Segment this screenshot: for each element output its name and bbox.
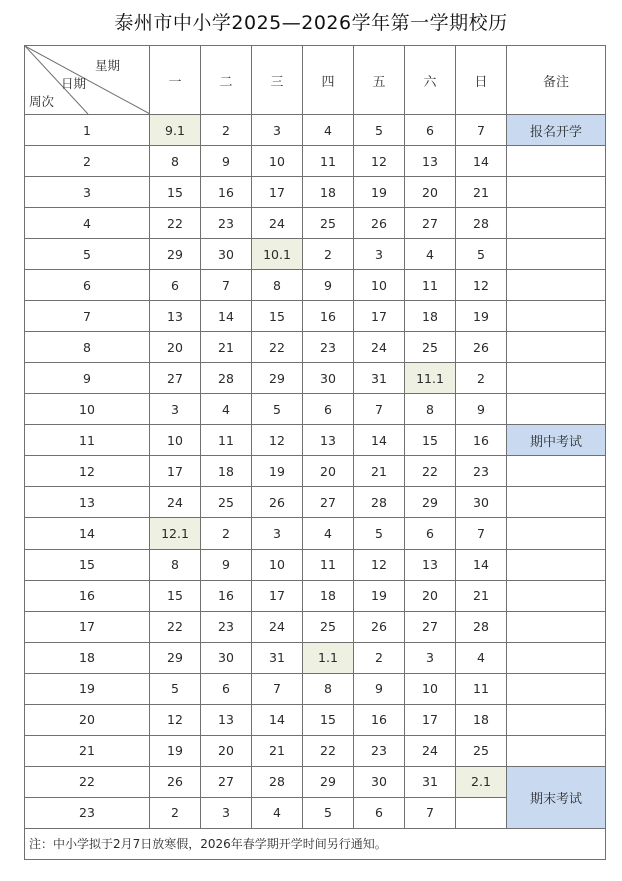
day-cell: 13 xyxy=(150,301,201,332)
day-cell: 17 xyxy=(252,580,303,611)
day-cell: 18 xyxy=(405,301,456,332)
day-cell: 15 xyxy=(303,704,354,735)
day-cell: 14 xyxy=(456,549,507,580)
day-cell: 18 xyxy=(303,177,354,208)
day-cell: 13 xyxy=(201,704,252,735)
notes-header: 备注 xyxy=(507,46,606,115)
week-row xyxy=(25,456,606,487)
day-cell: 26 xyxy=(150,766,201,797)
day-cell: 14 xyxy=(456,146,507,177)
day-cell: 4 xyxy=(252,797,303,828)
day-cell: 20 xyxy=(303,456,354,487)
week-row xyxy=(25,239,606,270)
day-cell: 12 xyxy=(456,270,507,301)
month-start-cell: 2.1 xyxy=(456,766,507,797)
week-number-cell: 2 xyxy=(25,146,150,177)
day-cell: 19 xyxy=(456,301,507,332)
weekday-header-mon: 一 xyxy=(150,46,201,115)
week-number-cell: 5 xyxy=(25,239,150,270)
day-cell: 31 xyxy=(252,642,303,673)
note-cell-empty xyxy=(507,456,606,487)
day-cell: 4 xyxy=(456,642,507,673)
note-midterm-exam: 期中考试 xyxy=(507,425,606,456)
day-cell: 6 xyxy=(150,270,201,301)
day-cell: 27 xyxy=(303,487,354,518)
footnote-row xyxy=(25,828,606,859)
day-cell: 30 xyxy=(354,766,405,797)
day-cell: 3 xyxy=(405,642,456,673)
week-number-cell: 3 xyxy=(25,177,150,208)
day-cell: 23 xyxy=(201,208,252,239)
day-cell: 8 xyxy=(405,394,456,425)
day-cell: 4 xyxy=(405,239,456,270)
note-registration: 报名开学 xyxy=(507,115,606,146)
week-number-cell: 6 xyxy=(25,270,150,301)
day-cell: 12 xyxy=(150,704,201,735)
day-cell: 26 xyxy=(354,611,405,642)
note-cell-empty xyxy=(507,363,606,394)
day-cell: 8 xyxy=(303,673,354,704)
day-cell: 26 xyxy=(354,208,405,239)
day-cell: 30 xyxy=(201,239,252,270)
day-cell: 25 xyxy=(303,208,354,239)
day-cell: 9 xyxy=(456,394,507,425)
day-cell: 29 xyxy=(150,239,201,270)
weekday-header-tue: 二 xyxy=(201,46,252,115)
week-number-cell: 12 xyxy=(25,456,150,487)
day-cell: 9 xyxy=(303,270,354,301)
day-cell: 6 xyxy=(201,673,252,704)
month-start-cell: 1.1 xyxy=(303,642,354,673)
week-number-cell: 1 xyxy=(25,115,150,146)
note-cell-empty xyxy=(507,239,606,270)
day-cell: 16 xyxy=(201,177,252,208)
day-cell: 25 xyxy=(405,332,456,363)
day-cell: 25 xyxy=(201,487,252,518)
day-cell: 28 xyxy=(456,208,507,239)
day-cell: 10 xyxy=(252,146,303,177)
day-cell: 10 xyxy=(405,673,456,704)
day-cell: 4 xyxy=(303,518,354,549)
day-cell: 6 xyxy=(405,518,456,549)
day-cell: 21 xyxy=(354,456,405,487)
note-cell-empty xyxy=(507,394,606,425)
day-cell: 6 xyxy=(354,797,405,828)
footnote: 注：中小学拟于2月7日放寒假，2026年春学期开学时间另行通知。 xyxy=(25,828,606,859)
day-cell: 3 xyxy=(252,115,303,146)
day-cell: 19 xyxy=(354,177,405,208)
month-start-cell: 12.1 xyxy=(150,518,201,549)
day-cell: 3 xyxy=(252,518,303,549)
week-row xyxy=(25,332,606,363)
day-cell: 16 xyxy=(303,301,354,332)
day-cell: 11 xyxy=(456,673,507,704)
note-cell-empty xyxy=(507,549,606,580)
day-cell: 7 xyxy=(456,115,507,146)
day-cell: 2 xyxy=(456,363,507,394)
day-cell: 11 xyxy=(303,549,354,580)
corner-header xyxy=(25,46,150,115)
corner-date-label: 日期 xyxy=(61,76,87,92)
day-cell: 13 xyxy=(405,549,456,580)
day-cell: 23 xyxy=(456,456,507,487)
day-cell: 5 xyxy=(303,797,354,828)
month-start-cell: 11.1 xyxy=(405,363,456,394)
day-cell: 14 xyxy=(354,425,405,456)
day-cell: 11 xyxy=(201,425,252,456)
day-cell: 21 xyxy=(252,735,303,766)
day-cell: 20 xyxy=(150,332,201,363)
day-cell: 2 xyxy=(150,797,201,828)
day-cell: 17 xyxy=(252,177,303,208)
day-cell: 10 xyxy=(150,425,201,456)
day-cell: 5 xyxy=(354,115,405,146)
note-cell-empty xyxy=(507,332,606,363)
day-cell: 29 xyxy=(405,487,456,518)
day-cell: 25 xyxy=(456,735,507,766)
note-cell-empty xyxy=(507,611,606,642)
day-cell: 10 xyxy=(354,270,405,301)
day-cell: 8 xyxy=(150,549,201,580)
week-number-cell: 16 xyxy=(25,580,150,611)
week-row xyxy=(25,177,606,208)
day-cell: 21 xyxy=(456,177,507,208)
day-cell: 9 xyxy=(201,146,252,177)
week-number-cell: 13 xyxy=(25,487,150,518)
day-cell: 31 xyxy=(354,363,405,394)
weekday-header-thu: 四 xyxy=(303,46,354,115)
day-cell: 14 xyxy=(201,301,252,332)
week-row xyxy=(25,642,606,673)
week-row xyxy=(25,766,606,797)
week-row xyxy=(25,518,606,549)
corner-weekday-label: 星期 xyxy=(95,58,121,74)
day-cell: 10 xyxy=(252,549,303,580)
day-cell: 23 xyxy=(354,735,405,766)
day-cell: 22 xyxy=(150,611,201,642)
day-cell: 12 xyxy=(252,425,303,456)
note-cell-empty xyxy=(507,580,606,611)
week-number-cell: 11 xyxy=(25,425,150,456)
day-cell: 5 xyxy=(252,394,303,425)
day-cell: 23 xyxy=(303,332,354,363)
day-cell: 17 xyxy=(405,704,456,735)
week-number-cell: 10 xyxy=(25,394,150,425)
day-cell: 16 xyxy=(201,580,252,611)
day-cell: 26 xyxy=(252,487,303,518)
week-row xyxy=(25,549,606,580)
week-row xyxy=(25,394,606,425)
week-row xyxy=(25,580,606,611)
day-cell: 30 xyxy=(201,642,252,673)
day-cell: 5 xyxy=(150,673,201,704)
week-row xyxy=(25,146,606,177)
day-cell: 15 xyxy=(405,425,456,456)
day-cell: 21 xyxy=(456,580,507,611)
week-row xyxy=(25,270,606,301)
note-cell-empty xyxy=(507,487,606,518)
day-cell: 19 xyxy=(150,735,201,766)
weekday-header-sun: 日 xyxy=(456,46,507,115)
day-cell: 31 xyxy=(405,766,456,797)
day-cell: 3 xyxy=(201,797,252,828)
day-cell: 30 xyxy=(303,363,354,394)
day-cell: 2 xyxy=(303,239,354,270)
week-number-cell: 22 xyxy=(25,766,150,797)
week-number-cell: 23 xyxy=(25,797,150,828)
day-cell: 4 xyxy=(201,394,252,425)
week-row xyxy=(25,208,606,239)
week-row xyxy=(25,704,606,735)
day-cell: 30 xyxy=(456,487,507,518)
day-cell: 15 xyxy=(150,177,201,208)
week-row xyxy=(25,673,606,704)
week-number-cell: 21 xyxy=(25,735,150,766)
week-number-cell: 20 xyxy=(25,704,150,735)
day-cell: 7 xyxy=(354,394,405,425)
day-cell: 16 xyxy=(354,704,405,735)
day-cell: 7 xyxy=(252,673,303,704)
day-cell: 24 xyxy=(405,735,456,766)
day-cell: 12 xyxy=(354,146,405,177)
week-row xyxy=(25,487,606,518)
weekday-header-wed: 三 xyxy=(252,46,303,115)
day-cell: 6 xyxy=(405,115,456,146)
note-cell-empty xyxy=(507,177,606,208)
day-cell: 19 xyxy=(354,580,405,611)
corner-week-label: 周次 xyxy=(29,94,55,110)
day-cell: 24 xyxy=(252,208,303,239)
day-cell: 5 xyxy=(354,518,405,549)
week-number-cell: 14 xyxy=(25,518,150,549)
month-start-cell: 9.1 xyxy=(150,115,201,146)
day-cell: 22 xyxy=(405,456,456,487)
day-cell: 18 xyxy=(456,704,507,735)
week-number-cell: 19 xyxy=(25,673,150,704)
day-cell: 13 xyxy=(405,146,456,177)
week-row xyxy=(25,115,606,146)
day-cell: 17 xyxy=(354,301,405,332)
day-cell: 22 xyxy=(252,332,303,363)
week-row xyxy=(25,425,606,456)
day-cell: 11 xyxy=(405,270,456,301)
day-cell: 25 xyxy=(303,611,354,642)
day-cell: 27 xyxy=(150,363,201,394)
note-cell-empty xyxy=(507,642,606,673)
day-cell: 16 xyxy=(456,425,507,456)
school-calendar-table xyxy=(24,45,606,860)
day-cell: 27 xyxy=(405,611,456,642)
day-cell: 2 xyxy=(201,115,252,146)
day-cell: 7 xyxy=(201,270,252,301)
week-number-cell: 9 xyxy=(25,363,150,394)
day-cell: 18 xyxy=(201,456,252,487)
day-cell: 2 xyxy=(201,518,252,549)
day-cell: 7 xyxy=(456,518,507,549)
day-cell: 13 xyxy=(303,425,354,456)
day-cell xyxy=(456,797,507,828)
day-cell: 3 xyxy=(150,394,201,425)
day-cell: 14 xyxy=(252,704,303,735)
day-cell: 28 xyxy=(201,363,252,394)
week-row xyxy=(25,611,606,642)
day-cell: 24 xyxy=(354,332,405,363)
note-final-exam: 期末考试 xyxy=(507,766,606,828)
day-cell: 3 xyxy=(354,239,405,270)
note-cell-empty xyxy=(507,704,606,735)
day-cell: 27 xyxy=(405,208,456,239)
day-cell: 29 xyxy=(150,642,201,673)
note-cell-empty xyxy=(507,673,606,704)
week-number-cell: 18 xyxy=(25,642,150,673)
day-cell: 18 xyxy=(303,580,354,611)
day-cell: 27 xyxy=(201,766,252,797)
page-title: 泰州市中小学2025—2026学年第一学期校历 xyxy=(114,12,508,34)
day-cell: 8 xyxy=(150,146,201,177)
week-row xyxy=(25,735,606,766)
day-cell: 24 xyxy=(252,611,303,642)
week-row xyxy=(25,363,606,394)
day-cell: 21 xyxy=(201,332,252,363)
week-number-cell: 15 xyxy=(25,549,150,580)
day-cell: 17 xyxy=(150,456,201,487)
day-cell: 4 xyxy=(303,115,354,146)
week-number-cell: 7 xyxy=(25,301,150,332)
week-row xyxy=(25,301,606,332)
day-cell: 24 xyxy=(150,487,201,518)
day-cell: 20 xyxy=(405,177,456,208)
weekday-header-sat: 六 xyxy=(405,46,456,115)
day-cell: 5 xyxy=(456,239,507,270)
note-cell-empty xyxy=(507,301,606,332)
day-cell: 20 xyxy=(405,580,456,611)
day-cell: 28 xyxy=(252,766,303,797)
note-cell-empty xyxy=(507,735,606,766)
day-cell: 9 xyxy=(354,673,405,704)
day-cell: 22 xyxy=(303,735,354,766)
day-cell: 6 xyxy=(303,394,354,425)
note-cell-empty xyxy=(507,208,606,239)
day-cell: 23 xyxy=(201,611,252,642)
week-number-cell: 8 xyxy=(25,332,150,363)
day-cell: 28 xyxy=(456,611,507,642)
day-cell: 28 xyxy=(354,487,405,518)
day-cell: 22 xyxy=(150,208,201,239)
day-cell: 9 xyxy=(201,549,252,580)
day-cell: 26 xyxy=(456,332,507,363)
day-cell: 2 xyxy=(354,642,405,673)
month-start-cell: 10.1 xyxy=(252,239,303,270)
note-cell-empty xyxy=(507,146,606,177)
day-cell: 8 xyxy=(252,270,303,301)
day-cell: 12 xyxy=(354,549,405,580)
day-cell: 15 xyxy=(150,580,201,611)
note-cell-empty xyxy=(507,518,606,549)
day-cell: 15 xyxy=(252,301,303,332)
day-cell: 29 xyxy=(303,766,354,797)
day-cell: 20 xyxy=(201,735,252,766)
day-cell: 7 xyxy=(405,797,456,828)
week-number-cell: 17 xyxy=(25,611,150,642)
week-number-cell: 4 xyxy=(25,208,150,239)
day-cell: 29 xyxy=(252,363,303,394)
day-cell: 11 xyxy=(303,146,354,177)
note-cell-empty xyxy=(507,270,606,301)
weekday-header-fri: 五 xyxy=(354,46,405,115)
day-cell: 19 xyxy=(252,456,303,487)
header-row xyxy=(25,46,606,115)
